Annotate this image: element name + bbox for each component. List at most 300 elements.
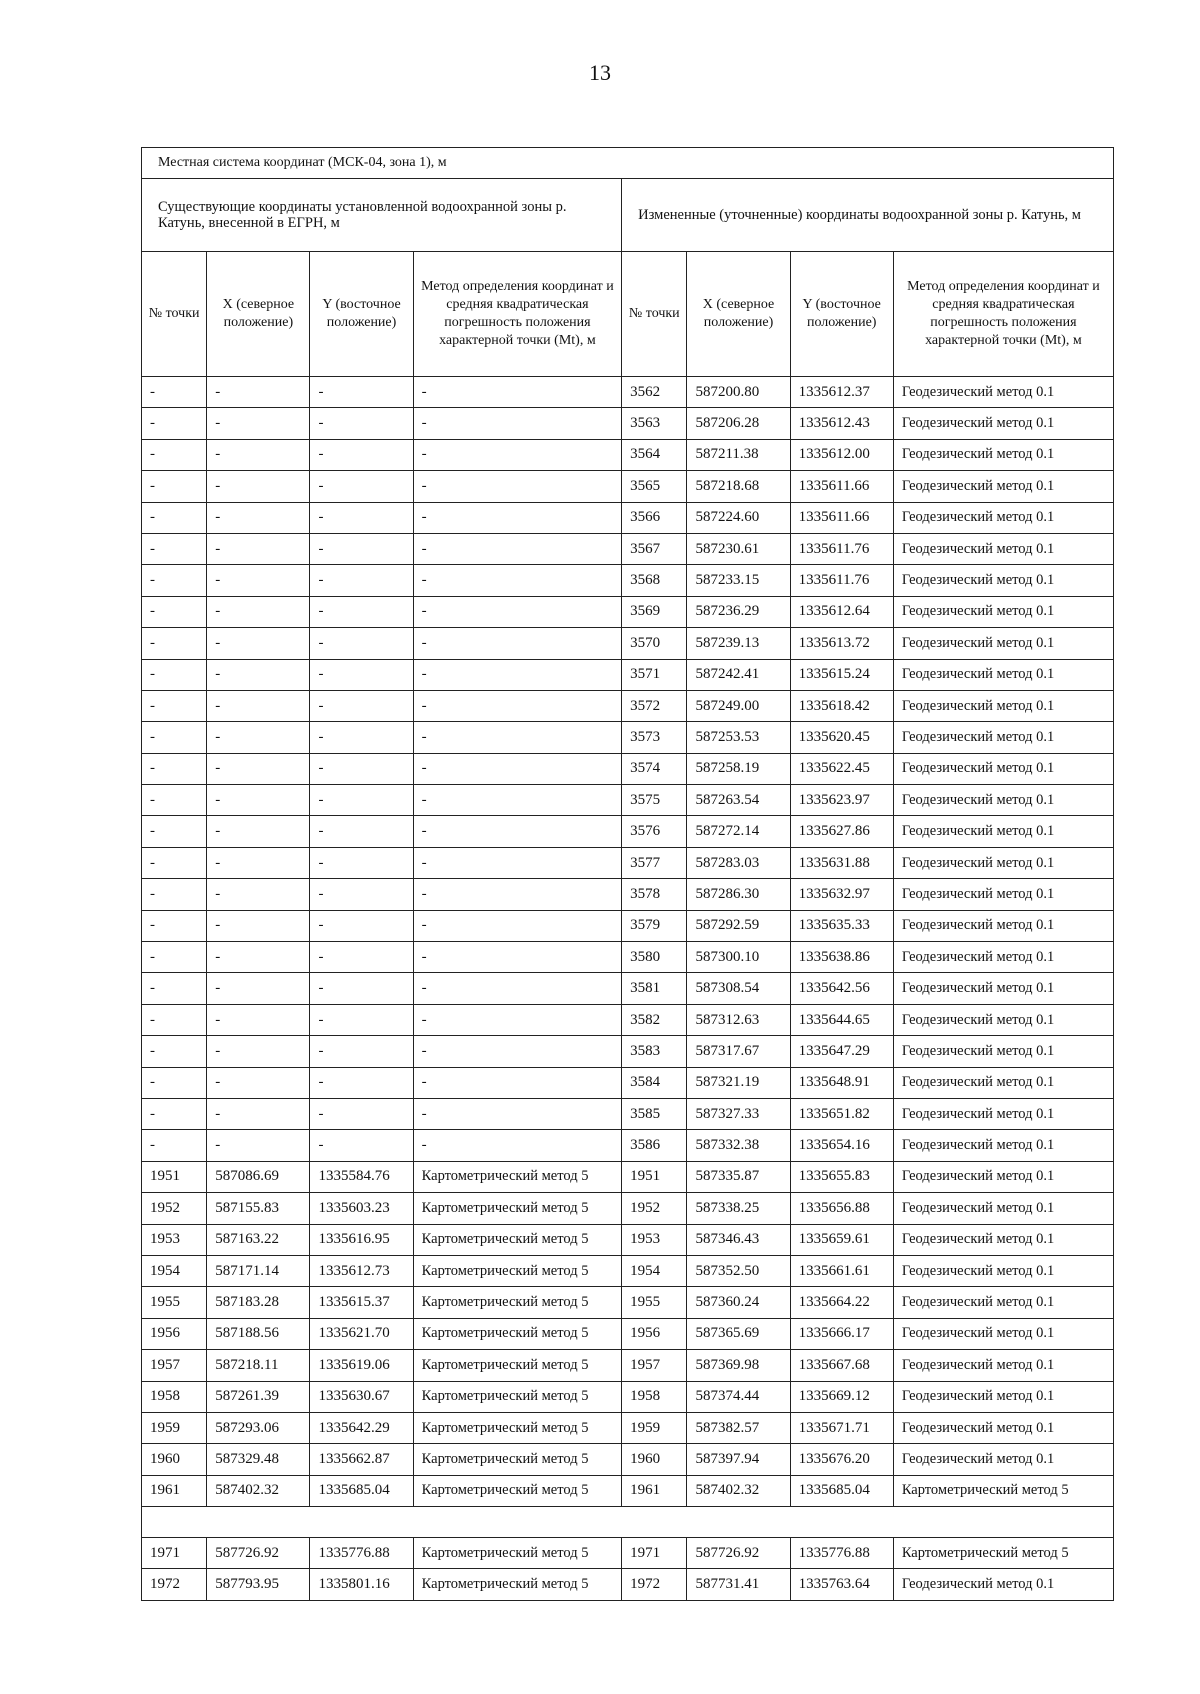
right-method: Геодезический метод 0.1 xyxy=(893,910,1113,941)
right-y-coordinate: 1335611.76 xyxy=(790,533,893,564)
right-method: Геодезический метод 0.1 xyxy=(893,785,1113,816)
left-point-number: - xyxy=(142,1036,207,1067)
right-x-coordinate: 587308.54 xyxy=(687,973,790,1004)
left-y-coordinate: - xyxy=(310,471,413,502)
col-header-left-x: X (северное положение) xyxy=(207,252,310,377)
left-x-coordinate: - xyxy=(207,596,310,627)
spacer-cell xyxy=(142,1507,1114,1538)
right-y-coordinate: 1335627.86 xyxy=(790,816,893,847)
left-point-number: - xyxy=(142,942,207,973)
left-x-coordinate: 587293.06 xyxy=(207,1412,310,1443)
left-y-coordinate: 1335801.16 xyxy=(310,1569,413,1600)
right-x-coordinate: 587374.44 xyxy=(687,1381,790,1412)
left-y-coordinate: 1335662.87 xyxy=(310,1444,413,1475)
left-x-coordinate: 587183.28 xyxy=(207,1287,310,1318)
right-method: Геодезический метод 0.1 xyxy=(893,1036,1113,1067)
left-method: - xyxy=(413,973,622,1004)
table-spacer-row xyxy=(142,1507,1114,1538)
table-row xyxy=(142,377,1114,408)
left-y-coordinate: - xyxy=(310,942,413,973)
left-point-number: 1972 xyxy=(142,1569,207,1600)
left-y-coordinate: - xyxy=(310,1036,413,1067)
right-y-coordinate: 1335612.43 xyxy=(790,408,893,439)
table-row xyxy=(142,1098,1114,1129)
right-y-coordinate: 1335612.00 xyxy=(790,439,893,470)
table-row xyxy=(142,1538,1114,1569)
left-method: Картометрический метод 5 xyxy=(413,1224,622,1255)
right-y-coordinate: 1335618.42 xyxy=(790,690,893,721)
right-point-number: 1971 xyxy=(622,1538,687,1569)
right-x-coordinate: 587300.10 xyxy=(687,942,790,973)
left-point-number: 1956 xyxy=(142,1318,207,1349)
right-x-coordinate: 587206.28 xyxy=(687,408,790,439)
right-x-coordinate: 587338.25 xyxy=(687,1193,790,1224)
left-point-number: 1961 xyxy=(142,1475,207,1506)
right-point-number: 3569 xyxy=(622,596,687,627)
left-point-number: - xyxy=(142,565,207,596)
right-y-coordinate: 1335612.37 xyxy=(790,377,893,408)
right-method: Геодезический метод 0.1 xyxy=(893,1224,1113,1255)
right-method: Геодезический метод 0.1 xyxy=(893,879,1113,910)
right-x-coordinate: 587242.41 xyxy=(687,659,790,690)
left-x-coordinate: - xyxy=(207,847,310,878)
table-row xyxy=(142,1036,1114,1067)
right-x-coordinate: 587249.00 xyxy=(687,690,790,721)
left-x-coordinate: - xyxy=(207,471,310,502)
left-point-number: - xyxy=(142,910,207,941)
right-x-coordinate: 587402.32 xyxy=(687,1475,790,1506)
right-method: Геодезический метод 0.1 xyxy=(893,377,1113,408)
left-y-coordinate: 1335616.95 xyxy=(310,1224,413,1255)
left-section-header: Существующие координаты установленной водоохранной зоны р. Катунь, внесенной в ЕГРН, м xyxy=(142,179,622,252)
right-point-number: 3576 xyxy=(622,816,687,847)
right-method: Геодезический метод 0.1 xyxy=(893,1350,1113,1381)
right-point-number: 3581 xyxy=(622,973,687,1004)
left-point-number: - xyxy=(142,690,207,721)
col-header-right-y: Y (восточное положение) xyxy=(790,252,893,377)
left-point-number: - xyxy=(142,439,207,470)
left-point-number: 1951 xyxy=(142,1161,207,1192)
left-method: - xyxy=(413,847,622,878)
table-row xyxy=(142,973,1114,1004)
right-method: Геодезический метод 0.1 xyxy=(893,533,1113,564)
right-point-number: 3577 xyxy=(622,847,687,878)
left-method: Картометрический метод 5 xyxy=(413,1475,622,1506)
table-row xyxy=(142,1350,1114,1381)
left-method: - xyxy=(413,1130,622,1161)
left-method: - xyxy=(413,942,622,973)
right-x-coordinate: 587292.59 xyxy=(687,910,790,941)
right-x-coordinate: 587365.69 xyxy=(687,1318,790,1349)
left-y-coordinate: 1335584.76 xyxy=(310,1161,413,1192)
left-method: - xyxy=(413,1004,622,1035)
right-method: Геодезический метод 0.1 xyxy=(893,628,1113,659)
table-row xyxy=(142,1130,1114,1161)
right-point-number: 1955 xyxy=(622,1287,687,1318)
right-point-number: 3567 xyxy=(622,533,687,564)
right-method: Геодезический метод 0.1 xyxy=(893,1130,1113,1161)
left-point-number: - xyxy=(142,502,207,533)
table-row xyxy=(142,1193,1114,1224)
right-x-coordinate: 587327.33 xyxy=(687,1098,790,1129)
left-y-coordinate: - xyxy=(310,1098,413,1129)
right-y-coordinate: 1335763.64 xyxy=(790,1569,893,1600)
left-method: Картометрический метод 5 xyxy=(413,1193,622,1224)
table-row xyxy=(142,1475,1114,1506)
right-x-coordinate: 587283.03 xyxy=(687,847,790,878)
left-y-coordinate: 1335621.70 xyxy=(310,1318,413,1349)
left-x-coordinate: - xyxy=(207,690,310,721)
left-y-coordinate: - xyxy=(310,910,413,941)
right-method: Геодезический метод 0.1 xyxy=(893,722,1113,753)
left-x-coordinate: - xyxy=(207,973,310,1004)
right-y-coordinate: 1335615.24 xyxy=(790,659,893,690)
right-y-coordinate: 1335631.88 xyxy=(790,847,893,878)
left-x-coordinate: - xyxy=(207,879,310,910)
right-point-number: 1959 xyxy=(622,1412,687,1443)
table-row xyxy=(142,1224,1114,1255)
right-x-coordinate: 587397.94 xyxy=(687,1444,790,1475)
right-x-coordinate: 587258.19 xyxy=(687,753,790,784)
left-y-coordinate: 1335615.37 xyxy=(310,1287,413,1318)
col-header-left-method: Метод определения координат и средняя квадратическая погрешность положения характерной точки (Mt), м xyxy=(413,252,622,377)
right-y-coordinate: 1335623.97 xyxy=(790,785,893,816)
section-header-row xyxy=(142,179,1114,252)
right-x-coordinate: 587211.38 xyxy=(687,439,790,470)
left-x-coordinate: - xyxy=(207,1130,310,1161)
right-point-number: 3572 xyxy=(622,690,687,721)
left-y-coordinate: - xyxy=(310,1004,413,1035)
right-x-coordinate: 587382.57 xyxy=(687,1412,790,1443)
right-x-coordinate: 587346.43 xyxy=(687,1224,790,1255)
right-point-number: 3579 xyxy=(622,910,687,941)
left-y-coordinate: - xyxy=(310,973,413,1004)
left-x-coordinate: - xyxy=(207,942,310,973)
left-method: - xyxy=(413,910,622,941)
right-method: Геодезический метод 0.1 xyxy=(893,471,1113,502)
left-method: Картометрический метод 5 xyxy=(413,1412,622,1443)
left-x-coordinate: - xyxy=(207,816,310,847)
left-point-number: 1971 xyxy=(142,1538,207,1569)
left-point-number: - xyxy=(142,1098,207,1129)
right-y-coordinate: 1335612.64 xyxy=(790,596,893,627)
left-point-number: - xyxy=(142,722,207,753)
left-method: - xyxy=(413,628,622,659)
right-method: Геодезический метод 0.1 xyxy=(893,1098,1113,1129)
right-point-number: 1961 xyxy=(622,1475,687,1506)
table-row xyxy=(142,1161,1114,1192)
right-point-number: 3586 xyxy=(622,1130,687,1161)
left-x-coordinate: 587163.22 xyxy=(207,1224,310,1255)
left-y-coordinate: - xyxy=(310,1067,413,1098)
table-row xyxy=(142,1287,1114,1318)
right-method: Геодезический метод 0.1 xyxy=(893,439,1113,470)
right-point-number: 3568 xyxy=(622,565,687,596)
right-y-coordinate: 1335611.66 xyxy=(790,502,893,533)
right-x-coordinate: 587369.98 xyxy=(687,1350,790,1381)
right-x-coordinate: 587200.80 xyxy=(687,377,790,408)
right-point-number: 3566 xyxy=(622,502,687,533)
right-y-coordinate: 1335648.91 xyxy=(790,1067,893,1098)
left-point-number: - xyxy=(142,816,207,847)
right-method: Геодезический метод 0.1 xyxy=(893,659,1113,690)
right-method: Геодезический метод 0.1 xyxy=(893,1193,1113,1224)
right-point-number: 1972 xyxy=(622,1569,687,1600)
table-row xyxy=(142,1444,1114,1475)
left-point-number: - xyxy=(142,1004,207,1035)
right-y-coordinate: 1335666.17 xyxy=(790,1318,893,1349)
left-point-number: 1952 xyxy=(142,1193,207,1224)
right-x-coordinate: 587352.50 xyxy=(687,1255,790,1286)
left-y-coordinate: - xyxy=(310,408,413,439)
right-y-coordinate: 1335632.97 xyxy=(790,879,893,910)
left-y-coordinate: - xyxy=(310,1130,413,1161)
left-x-coordinate: 587329.48 xyxy=(207,1444,310,1475)
right-x-coordinate: 587335.87 xyxy=(687,1161,790,1192)
left-x-coordinate: - xyxy=(207,502,310,533)
right-y-coordinate: 1335676.20 xyxy=(790,1444,893,1475)
table-row xyxy=(142,1412,1114,1443)
right-method: Геодезический метод 0.1 xyxy=(893,847,1113,878)
right-method: Геодезический метод 0.1 xyxy=(893,1004,1113,1035)
table-row xyxy=(142,1318,1114,1349)
right-x-coordinate: 587218.68 xyxy=(687,471,790,502)
left-x-coordinate: 587155.83 xyxy=(207,1193,310,1224)
left-method: - xyxy=(413,565,622,596)
right-y-coordinate: 1335776.88 xyxy=(790,1538,893,1569)
left-x-coordinate: 587086.69 xyxy=(207,1161,310,1192)
left-x-coordinate: - xyxy=(207,1004,310,1035)
right-y-coordinate: 1335671.71 xyxy=(790,1412,893,1443)
right-point-number: 3562 xyxy=(622,377,687,408)
left-y-coordinate: - xyxy=(310,565,413,596)
table-row xyxy=(142,816,1114,847)
left-x-coordinate: 587261.39 xyxy=(207,1381,310,1412)
table-row xyxy=(142,942,1114,973)
right-x-coordinate: 587317.67 xyxy=(687,1036,790,1067)
left-point-number: 1960 xyxy=(142,1444,207,1475)
right-point-number: 3565 xyxy=(622,471,687,502)
left-method: - xyxy=(413,722,622,753)
left-y-coordinate: 1335685.04 xyxy=(310,1475,413,1506)
left-method: - xyxy=(413,879,622,910)
left-y-coordinate: 1335612.73 xyxy=(310,1255,413,1286)
right-y-coordinate: 1335642.56 xyxy=(790,973,893,1004)
left-x-coordinate: - xyxy=(207,722,310,753)
left-y-coordinate: - xyxy=(310,628,413,659)
right-y-coordinate: 1335622.45 xyxy=(790,753,893,784)
right-method: Геодезический метод 0.1 xyxy=(893,1255,1113,1286)
left-y-coordinate: 1335642.29 xyxy=(310,1412,413,1443)
right-x-coordinate: 587312.63 xyxy=(687,1004,790,1035)
right-point-number: 3585 xyxy=(622,1098,687,1129)
left-y-coordinate: 1335776.88 xyxy=(310,1538,413,1569)
table-row xyxy=(142,910,1114,941)
right-point-number: 1956 xyxy=(622,1318,687,1349)
right-x-coordinate: 587272.14 xyxy=(687,816,790,847)
left-method: Картометрический метод 5 xyxy=(413,1350,622,1381)
table-row xyxy=(142,471,1114,502)
left-x-coordinate: - xyxy=(207,533,310,564)
right-x-coordinate: 587332.38 xyxy=(687,1130,790,1161)
table-row xyxy=(142,533,1114,564)
table-row xyxy=(142,1569,1114,1600)
left-y-coordinate: - xyxy=(310,502,413,533)
right-y-coordinate: 1335644.65 xyxy=(790,1004,893,1035)
left-point-number: - xyxy=(142,659,207,690)
left-x-coordinate: - xyxy=(207,910,310,941)
right-y-coordinate: 1335654.16 xyxy=(790,1130,893,1161)
right-x-coordinate: 587726.92 xyxy=(687,1538,790,1569)
left-method: - xyxy=(413,533,622,564)
left-point-number: - xyxy=(142,1067,207,1098)
table-row xyxy=(142,1004,1114,1035)
left-point-number: - xyxy=(142,753,207,784)
right-point-number: 3563 xyxy=(622,408,687,439)
table-row xyxy=(142,1067,1114,1098)
left-method: Картометрический метод 5 xyxy=(413,1381,622,1412)
right-method: Геодезический метод 0.1 xyxy=(893,753,1113,784)
right-point-number: 1960 xyxy=(622,1444,687,1475)
right-method: Геодезический метод 0.1 xyxy=(893,690,1113,721)
left-point-number: - xyxy=(142,879,207,910)
left-x-coordinate: 587218.11 xyxy=(207,1350,310,1381)
left-method: Картометрический метод 5 xyxy=(413,1255,622,1286)
right-y-coordinate: 1335651.82 xyxy=(790,1098,893,1129)
right-point-number: 3580 xyxy=(622,942,687,973)
right-method: Геодезический метод 0.1 xyxy=(893,1287,1113,1318)
right-x-coordinate: 587321.19 xyxy=(687,1067,790,1098)
left-method: Картометрический метод 5 xyxy=(413,1287,622,1318)
right-method: Геодезический метод 0.1 xyxy=(893,1569,1113,1600)
right-point-number: 3582 xyxy=(622,1004,687,1035)
left-point-number: - xyxy=(142,596,207,627)
right-point-number: 3583 xyxy=(622,1036,687,1067)
right-y-coordinate: 1335667.68 xyxy=(790,1350,893,1381)
right-y-coordinate: 1335647.29 xyxy=(790,1036,893,1067)
table-row xyxy=(142,690,1114,721)
right-method: Геодезический метод 0.1 xyxy=(893,1161,1113,1192)
right-point-number: 1953 xyxy=(622,1224,687,1255)
left-method: Картометрический метод 5 xyxy=(413,1318,622,1349)
table-row xyxy=(142,596,1114,627)
col-header-right-num: № точки xyxy=(622,252,687,377)
left-point-number: - xyxy=(142,377,207,408)
col-header-right-x: X (северное положение) xyxy=(687,252,790,377)
right-method: Геодезический метод 0.1 xyxy=(893,942,1113,973)
left-x-coordinate: - xyxy=(207,1098,310,1129)
table-body xyxy=(142,148,1114,1601)
left-point-number: - xyxy=(142,628,207,659)
left-y-coordinate: - xyxy=(310,659,413,690)
right-x-coordinate: 587236.29 xyxy=(687,596,790,627)
left-x-coordinate: - xyxy=(207,785,310,816)
right-x-coordinate: 587263.54 xyxy=(687,785,790,816)
column-header-row xyxy=(142,252,1114,377)
right-method: Геодезический метод 0.1 xyxy=(893,1444,1113,1475)
left-method: - xyxy=(413,596,622,627)
coordinates-table xyxy=(141,147,1114,1601)
right-x-coordinate: 587286.30 xyxy=(687,879,790,910)
right-x-coordinate: 587360.24 xyxy=(687,1287,790,1318)
right-method: Геодезический метод 0.1 xyxy=(893,816,1113,847)
table-row xyxy=(142,659,1114,690)
left-y-coordinate: - xyxy=(310,439,413,470)
right-method: Картометрический метод 5 xyxy=(893,1538,1113,1569)
left-method: - xyxy=(413,439,622,470)
table-title-row xyxy=(142,148,1114,179)
right-x-coordinate: 587239.13 xyxy=(687,628,790,659)
left-method: Картометрический метод 5 xyxy=(413,1444,622,1475)
left-point-number: 1958 xyxy=(142,1381,207,1412)
left-x-coordinate: - xyxy=(207,439,310,470)
table-row xyxy=(142,408,1114,439)
right-y-coordinate: 1335613.72 xyxy=(790,628,893,659)
table-row xyxy=(142,785,1114,816)
left-y-coordinate: - xyxy=(310,816,413,847)
right-point-number: 1954 xyxy=(622,1255,687,1286)
right-point-number: 3575 xyxy=(622,785,687,816)
left-point-number: - xyxy=(142,533,207,564)
right-method: Геодезический метод 0.1 xyxy=(893,1412,1113,1443)
left-y-coordinate: 1335619.06 xyxy=(310,1350,413,1381)
left-y-coordinate: 1335603.23 xyxy=(310,1193,413,1224)
left-point-number: - xyxy=(142,408,207,439)
left-method: - xyxy=(413,1067,622,1098)
left-point-number: 1953 xyxy=(142,1224,207,1255)
left-method: - xyxy=(413,377,622,408)
left-x-coordinate: 587726.92 xyxy=(207,1538,310,1569)
left-y-coordinate: - xyxy=(310,533,413,564)
table-row xyxy=(142,1381,1114,1412)
left-method: Картометрический метод 5 xyxy=(413,1569,622,1600)
right-y-coordinate: 1335655.83 xyxy=(790,1161,893,1192)
table-row xyxy=(142,565,1114,596)
left-method: Картометрический метод 5 xyxy=(413,1161,622,1192)
right-x-coordinate: 587233.15 xyxy=(687,565,790,596)
table-row xyxy=(142,439,1114,470)
right-point-number: 1958 xyxy=(622,1381,687,1412)
right-x-coordinate: 587731.41 xyxy=(687,1569,790,1600)
table-row xyxy=(142,502,1114,533)
right-y-coordinate: 1335611.76 xyxy=(790,565,893,596)
left-method: Картометрический метод 5 xyxy=(413,1538,622,1569)
right-y-coordinate: 1335656.88 xyxy=(790,1193,893,1224)
left-method: - xyxy=(413,408,622,439)
left-method: - xyxy=(413,753,622,784)
right-point-number: 1957 xyxy=(622,1350,687,1381)
right-point-number: 1952 xyxy=(622,1193,687,1224)
left-x-coordinate: 587793.95 xyxy=(207,1569,310,1600)
right-method: Геодезический метод 0.1 xyxy=(893,502,1113,533)
right-y-coordinate: 1335620.45 xyxy=(790,722,893,753)
right-y-coordinate: 1335661.61 xyxy=(790,1255,893,1286)
left-method: - xyxy=(413,690,622,721)
right-method: Геодезический метод 0.1 xyxy=(893,565,1113,596)
right-method: Геодезический метод 0.1 xyxy=(893,1067,1113,1098)
right-method: Картометрический метод 5 xyxy=(893,1475,1113,1506)
right-y-coordinate: 1335685.04 xyxy=(790,1475,893,1506)
col-header-left-y: Y (восточное положение) xyxy=(310,252,413,377)
left-x-coordinate: - xyxy=(207,1036,310,1067)
table-title: Местная система координат (МСК-04, зона 1), м xyxy=(142,148,1114,179)
left-method: - xyxy=(413,502,622,533)
right-point-number: 3573 xyxy=(622,722,687,753)
right-y-coordinate: 1335611.66 xyxy=(790,471,893,502)
left-y-coordinate: - xyxy=(310,690,413,721)
right-method: Геодезический метод 0.1 xyxy=(893,1381,1113,1412)
right-method: Геодезический метод 0.1 xyxy=(893,1318,1113,1349)
